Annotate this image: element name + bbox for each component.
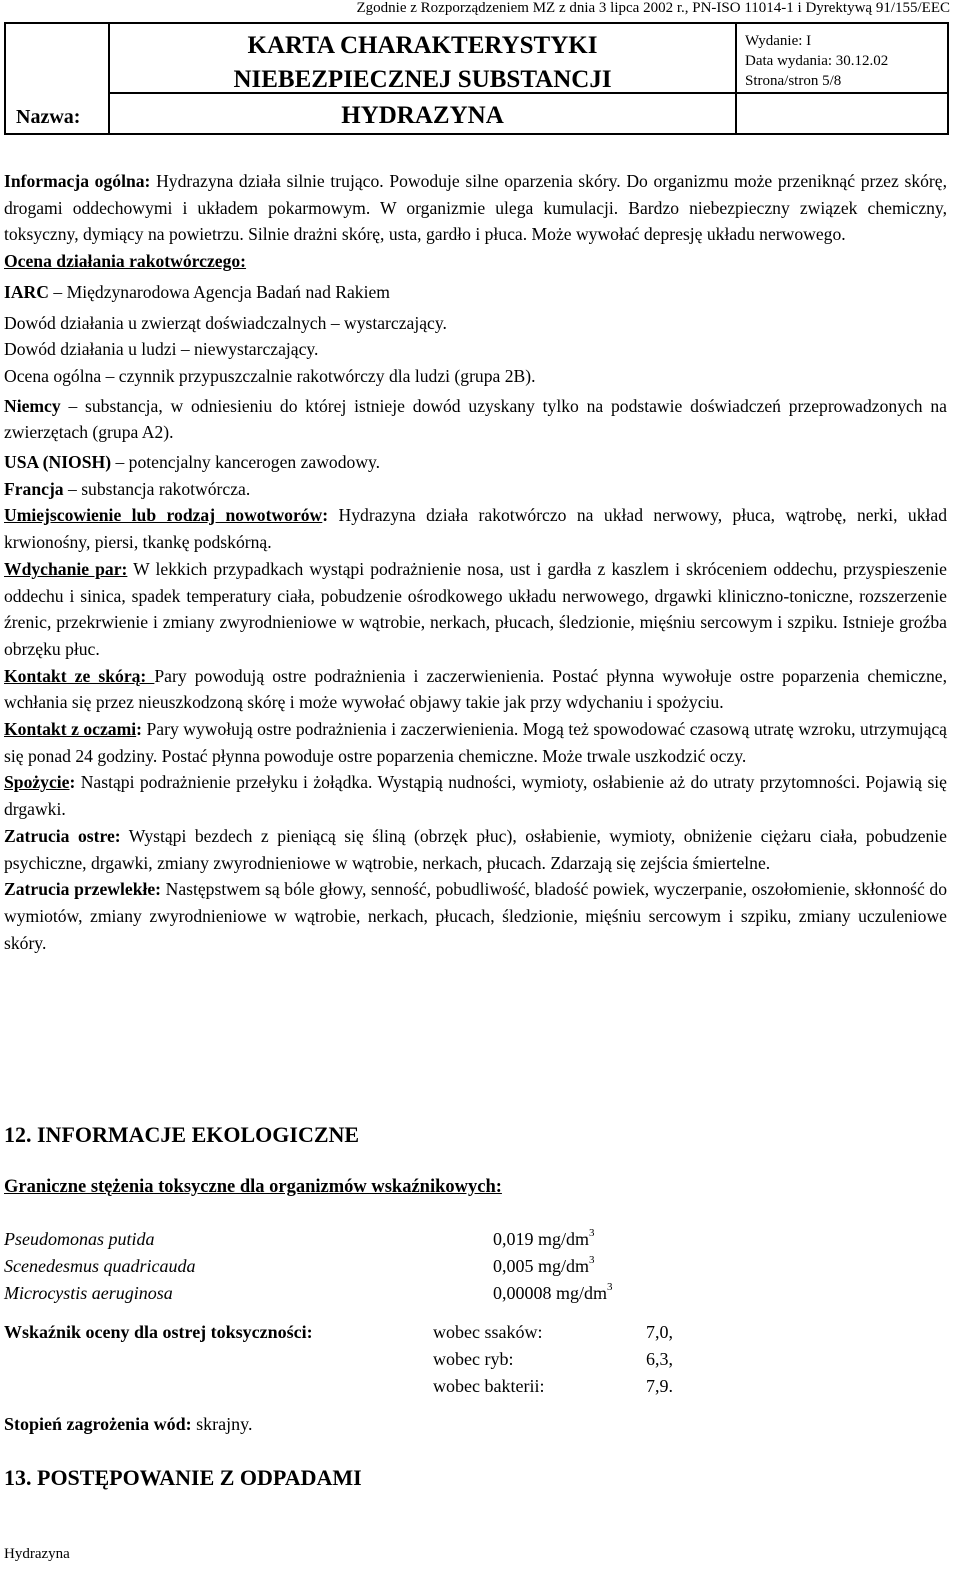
tumor-location: Umiejscowienie lub rodzaj nowotworów: Hydrazyna działa rakotwórczo na układ nerwowy, płuca, wątrobę, nerki, układ krwionośny, piersi, tkankę podskórną. bbox=[4, 505, 947, 553]
iarc-line: IARC – Międzynarodowa Agencja Badań nad Rakiem bbox=[4, 281, 390, 302]
header-divider bbox=[110, 92, 947, 94]
organism-name: Scenedesmus quadricauda bbox=[4, 1256, 196, 1276]
page-number: Strona/stron 5/8 bbox=[745, 73, 842, 89]
name-label: Nazwa: bbox=[16, 106, 81, 128]
general-info: Informacja ogólna: Hydrazyna działa silnie trująco. Powoduje silne oparzenia skóry. Do organizmu może przeniknąć przez skórę, drogami oddechowymi i układem pokarmowym. W organizmie ulega kumulacji. Bardzo niebezpieczny związek chemiczny, toksyczny, dymiący na powietrzu. Silnie drażni skórę, usta, gardło i płuca. Może wywołać depresję układu nerwowego. bbox=[4, 171, 947, 245]
title-cell bbox=[110, 24, 737, 133]
acute-index-value: 6,3, bbox=[646, 1349, 673, 1369]
document-header bbox=[4, 22, 949, 135]
acute-toxicity-label: Wskaźnik oceny dla ostrej toksyczności: bbox=[4, 1322, 313, 1342]
carcinogenicity-heading: Ocena działania rakotwórczego: bbox=[4, 251, 247, 272]
organism-value: 0,005 $mg/dm^3$ bbox=[493, 1254, 595, 1276]
name-label-cell bbox=[6, 24, 110, 133]
chronic-poisoning: Zatrucia przewlekłe: Następstwem są bóle głowy, senność, pobudliwość, bladość powiek, wyczerpanie, oszołomienie, skłonność do wymiotów, zmiany zwyrodnieniowe w wątrobie, nerkach, płucach, śledzionie, mięśniu sercowym i szpiku, zmiany uczuleniowe skóry. bbox=[4, 879, 947, 953]
animal-evidence: Dowód działania u zwierząt doświadczalnych – wystarczający. bbox=[4, 312, 447, 333]
organism-value: 0,00008 $mg/dm^3$ bbox=[493, 1281, 613, 1303]
organism-value: 0,019 $mg/dm^3$ bbox=[493, 1227, 595, 1249]
acute-index-label: wobec bakterii: bbox=[433, 1376, 545, 1396]
toxic-limits-heading: Graniczne stężenia toksyczne dla organizmów wskaźnikowych: bbox=[4, 1177, 502, 1197]
acute-index-value: 7,0, bbox=[646, 1322, 673, 1342]
germany-line: Niemcy – substancja, w odniesieniu do której istnieje dowód uzyskany tylko na podstawie doświadczeń przeprowadzonych na zwierzętach (grupa A2). bbox=[4, 395, 947, 443]
edition: Wydanie: I bbox=[745, 33, 812, 49]
footer-substance: Hydrazyna bbox=[4, 1546, 70, 1562]
section-13-title: 13. POSTĘPOWANIE Z ODPADAMI bbox=[4, 1465, 362, 1490]
section-12-title: 12. INFORMACJE EKOLOGICZNE bbox=[4, 1122, 360, 1147]
water-hazard: Stopień zagrożenia wód: skrajny. bbox=[4, 1414, 253, 1434]
acute-index-value: 7,9. bbox=[646, 1376, 673, 1396]
issue-date: Data wydania: 30.12.02 bbox=[745, 53, 889, 69]
overall-assessment: Ocena ogólna – czynnik przypuszczalnie rakotwórczy dla ludzi (grupa 2B). bbox=[4, 365, 536, 386]
inhalation: Wdychanie par: W lekkich przypadkach wystąpi podrażnienie nosa, ust i gardła z kaszlem i skróceniem oddechu, przyspieszenie oddechu i sinica, spadek temperatury ciała, pobudzenie ośrodkowego układu nerwowego, drgawki kliniczno-toniczne, rozszerzenie źrenic, przekrwienie i zmiany zwyrodnieniowe w wątrobie, nerkach, płucach, śledzionie, mięśniu sercowym i szpiku. Istnieje groźba obrzęku płuc. bbox=[4, 558, 947, 659]
section-11-content bbox=[4, 168, 947, 956]
skin-contact: Kontakt ze skórą: Pary powodują ostre podrażnienia i zaczerwienienia. Postać płynna wywołuje ostre poparzenia chemiczne, wchłania się przez nieuszkodzoną skórę i może wywołać objawy takie jak przy wdychaniu i spożyciu. bbox=[4, 665, 947, 713]
ingestion: Spożycie: Nastąpi podrażnienie przełyku i żołądka. Wystąpią nudności, wymioty, osłabienie aż do utraty przytomności. Pojawią się drgawki. bbox=[4, 772, 947, 820]
document-title-line2: NIEBEZPIECZNEJ SUBSTANCJI bbox=[233, 66, 612, 93]
eye-contact: Kontakt z oczami: Pary wywołują ostre podrażnienia i zaczerwienienia. Mogą też spowodować czasową utratę wzroku, utrzymującą się ponad 24 godziny. Postać płynna powoduje ostre poparzenia chemiczne. Może trwale uszkodzić oczy. bbox=[4, 719, 947, 766]
france-line: Francja – substancja rakotwórcza. bbox=[4, 478, 251, 499]
regulation-line: Zgodnie z Rozporządzeniem MZ z dnia 3 lipca 2002 r., PN-ISO 11014-1 i Dyrektywą 91/155/EEC bbox=[356, 0, 950, 16]
organism-name: Microcystis aeruginosa bbox=[4, 1283, 173, 1303]
usa-line: USA (NIOSH) – potencjalny kancerogen zawodowy. bbox=[4, 452, 381, 473]
acute-index-label: wobec ssaków: bbox=[433, 1322, 543, 1342]
organism-name: Pseudomonas putida bbox=[4, 1229, 155, 1249]
substance-name: HYDRAZYNA bbox=[341, 102, 504, 129]
document-title-line1: KARTA CHARAKTERYSTYKI bbox=[247, 32, 598, 59]
human-evidence: Dowód działania u ludzi – niewystarczający. bbox=[4, 339, 319, 360]
acute-poisoning: Zatrucia ostre: Wystąpi bezdech z pieniącą się śliną (obrzęk płuc), osłabienie, wymioty, obniżenie ciężaru ciała, pobudzenie psychiczne, drgawki, zmiany zwyrodnieniowe w wątrobie, nerkach, płucach. Zdarzają się zejścia śmiertelne. bbox=[4, 825, 947, 873]
acute-index-label: wobec ryb: bbox=[433, 1349, 514, 1369]
meta-cell bbox=[737, 24, 947, 133]
